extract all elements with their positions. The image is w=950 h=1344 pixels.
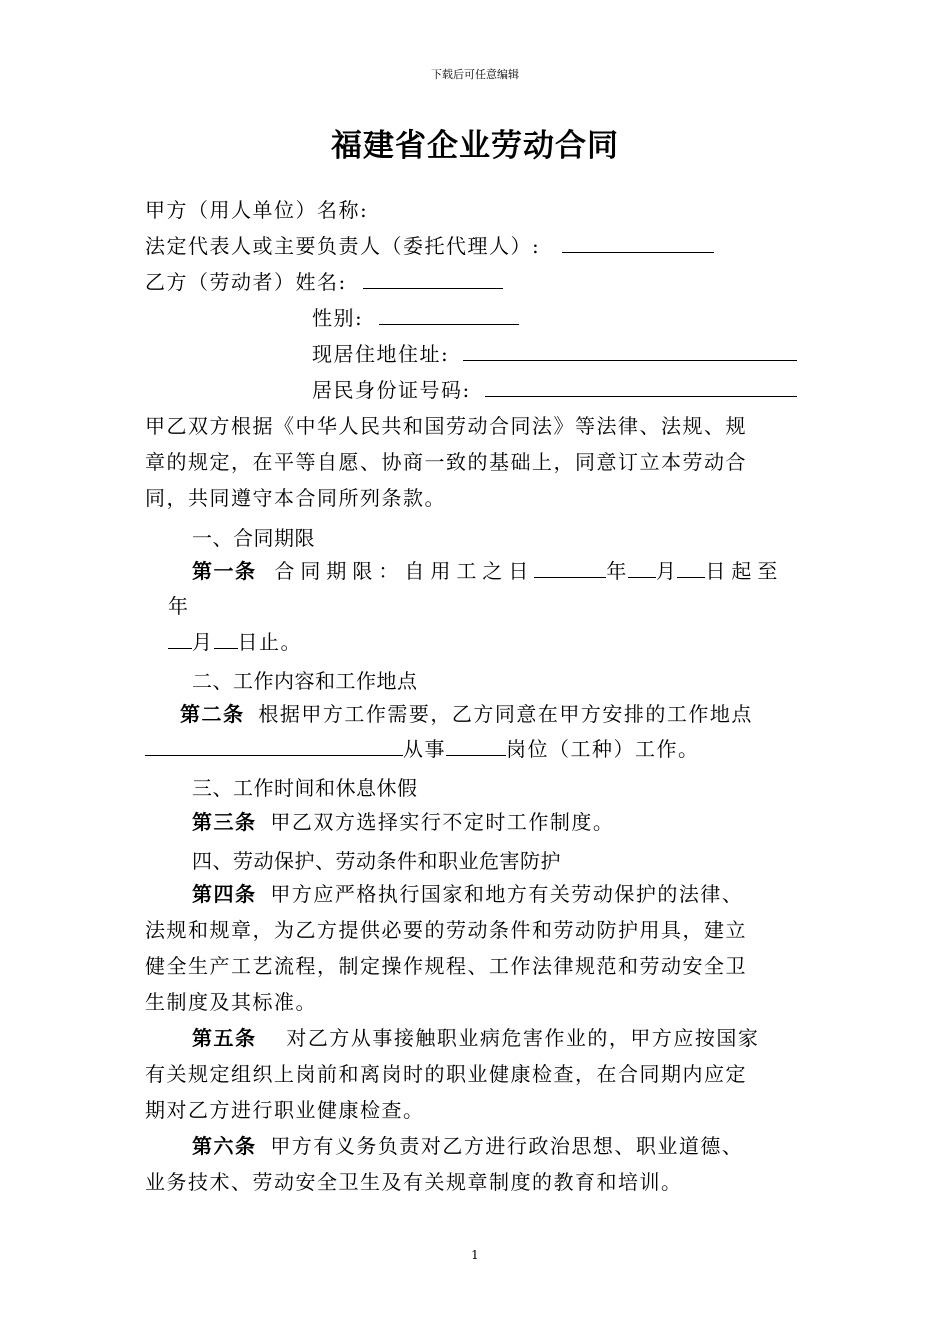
party-b-name-row bbox=[145, 268, 503, 296]
article-1-line-1 bbox=[192, 557, 783, 585]
article-5-line-2: 有关规定组织上岗前和离岗时的职业健康检查，在合同期内应定 bbox=[145, 1062, 747, 1086]
article-3 bbox=[192, 808, 614, 836]
post-blank[interactable] bbox=[446, 735, 506, 756]
article-5-text: 对乙方从事接触职业病危害作业的，甲方应按国家 bbox=[286, 1026, 760, 1050]
address-label: 现居住地住址: bbox=[312, 342, 450, 366]
gender-row bbox=[312, 304, 519, 332]
start-day-blank[interactable] bbox=[677, 557, 705, 578]
gender-label: 性别: bbox=[312, 306, 364, 330]
end-month-blank[interactable] bbox=[168, 628, 192, 649]
article-3-label: 第三条 bbox=[192, 810, 257, 834]
start-year-blank[interactable] bbox=[534, 557, 606, 578]
article-1-line-3 bbox=[168, 628, 302, 656]
article-1-month: 月 bbox=[655, 559, 678, 583]
document-title: 福建省企业劳动合同 bbox=[331, 128, 619, 164]
legal-rep-blank[interactable] bbox=[562, 232, 714, 253]
party-b-name-label: 乙方（劳动者）姓名: bbox=[145, 270, 347, 294]
article-4-text: 甲方应严格执行国家和地方有关劳动保护的法律、 bbox=[270, 882, 744, 906]
article-5-line-3: 期对乙方进行职业健康检查。 bbox=[145, 1098, 425, 1122]
article-1-from: 日起至 bbox=[705, 559, 784, 583]
article-6-text: 甲方有义务负责对乙方进行政治思想、职业道德、 bbox=[270, 1134, 744, 1158]
article-1-text: 合同期限：自用工之日 bbox=[274, 559, 535, 583]
article-4-label: 第四条 bbox=[192, 882, 257, 906]
article-5-line-1 bbox=[192, 1024, 759, 1052]
article-1-line-2: 年 bbox=[168, 594, 190, 618]
party-b-name-blank[interactable] bbox=[363, 268, 503, 289]
section-4-heading: 四、劳动保护、劳动条件和职业危害防护 bbox=[192, 849, 561, 873]
article-4-line-4: 生制度及其标准。 bbox=[145, 990, 317, 1014]
article-4-line-2: 法规和规章，为乙方提供必要的劳动条件和劳动防护用具，建立 bbox=[145, 918, 747, 942]
page-header: 下载后可任意编辑 bbox=[431, 68, 519, 81]
id-number-row bbox=[312, 376, 797, 404]
article-6-line-2: 业务技术、劳动安全卫生及有关规章制度的教育和培训。 bbox=[145, 1170, 683, 1194]
work-location-blank[interactable] bbox=[145, 735, 403, 756]
article-2-label: 第二条 bbox=[180, 702, 245, 726]
article-2-engage: 从事 bbox=[403, 737, 446, 761]
party-a-name-label: 甲方（用人单位）名称: bbox=[145, 198, 369, 222]
id-number-label: 居民身份证号码: bbox=[312, 378, 471, 402]
article-1-year: 年 bbox=[606, 559, 628, 583]
preamble-line-1: 甲乙双方根据《中华人民共和国劳动合同法》等法律、法规、规 bbox=[145, 414, 747, 438]
article-2-line-1 bbox=[180, 700, 753, 728]
article-4-line-3: 健全生产工艺流程，制定操作规程、工作法律规范和劳动安全卫 bbox=[145, 954, 747, 978]
article-5-label: 第五条 bbox=[192, 1026, 257, 1050]
article-1-end-month: 月 bbox=[192, 630, 214, 654]
article-2-text: 根据甲方工作需要，乙方同意在甲方安排的工作地点 bbox=[258, 702, 753, 726]
article-6-line-1 bbox=[192, 1132, 743, 1160]
preamble-line-2: 章的规定，在平等自愿、协商一致的基础上，同意订立本劳动合 bbox=[145, 450, 747, 474]
section-3-heading: 三、工作时间和休息休假 bbox=[192, 776, 418, 800]
end-day-blank[interactable] bbox=[214, 628, 238, 649]
article-1-label: 第一条 bbox=[192, 559, 257, 583]
article-6-label: 第六条 bbox=[192, 1134, 257, 1158]
article-1-end: 日止。 bbox=[237, 630, 302, 654]
gender-blank[interactable] bbox=[379, 304, 519, 325]
legal-rep-row bbox=[145, 232, 714, 260]
section-1-heading: 一、合同期限 bbox=[192, 526, 315, 550]
preamble-line-3: 同，共同遵守本合同所列条款。 bbox=[145, 486, 446, 510]
id-number-blank[interactable] bbox=[485, 376, 797, 397]
article-4-line-1 bbox=[192, 880, 743, 908]
article-2-line-2 bbox=[145, 735, 700, 763]
address-blank[interactable] bbox=[463, 340, 797, 361]
start-month-blank[interactable] bbox=[628, 557, 656, 578]
address-row bbox=[312, 340, 797, 368]
page-number: 1 bbox=[471, 1248, 479, 1262]
article-3-text: 甲乙双方选择实行不定时工作制度。 bbox=[270, 810, 615, 834]
legal-rep-label: 法定代表人或主要负责人（委托代理人）: bbox=[145, 234, 541, 258]
section-2-heading: 二、工作内容和工作地点 bbox=[192, 669, 418, 693]
article-2-post: 岗位（工种）工作。 bbox=[506, 737, 700, 761]
